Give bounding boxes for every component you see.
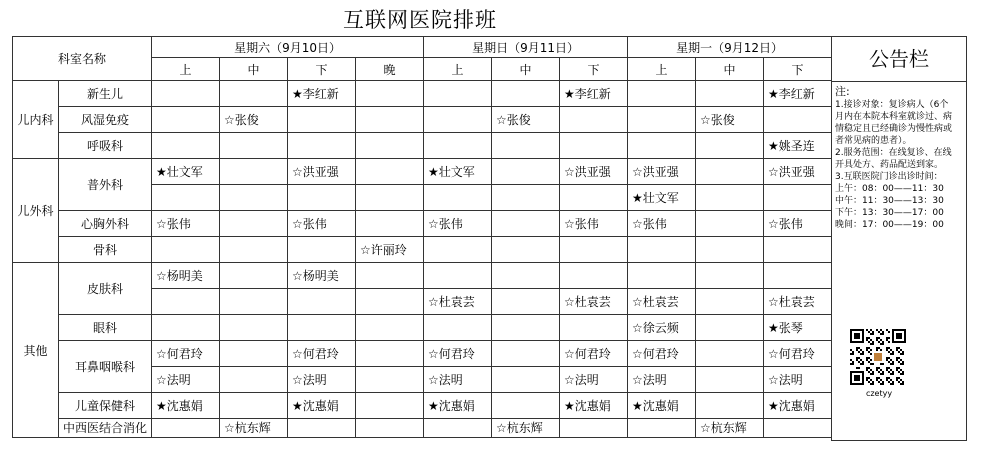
schedule-cell <box>356 159 424 185</box>
table-row <box>13 159 832 185</box>
schedule-cell <box>560 133 628 159</box>
schedule-cell: ☆张伟 <box>628 211 696 237</box>
schedule-cell <box>764 419 832 438</box>
notice-line: 1.接诊对象：复诊病人（6个 <box>835 100 949 110</box>
notice-body <box>832 82 966 231</box>
schedule-cell <box>424 237 492 263</box>
schedule-cell <box>220 289 288 315</box>
table-row <box>13 263 832 289</box>
schedule-cell <box>220 393 288 419</box>
schedule-cell <box>220 81 288 107</box>
schedule-cell: ★姚圣连 <box>764 133 832 159</box>
schedule-cell <box>696 159 764 185</box>
qr-code-icon <box>850 329 906 385</box>
dept-cell: 儿童保健科 <box>59 393 152 419</box>
schedule-cell <box>628 107 696 133</box>
schedule-cell <box>288 289 356 315</box>
schedule-cell <box>628 237 696 263</box>
slot-header: 中 <box>696 58 764 81</box>
notice-board <box>831 36 967 441</box>
group-cell: 其他 <box>13 263 59 438</box>
schedule-cell: ☆张俊 <box>492 107 560 133</box>
schedule-cell: ☆法明 <box>560 367 628 393</box>
schedule-cell <box>696 393 764 419</box>
schedule-cell <box>356 185 424 211</box>
qr-label: czetyy <box>865 389 893 398</box>
schedule-cell <box>220 133 288 159</box>
schedule-cell: ☆许丽玲 <box>356 237 424 263</box>
notice-line: 下午：13：30——17：00 <box>835 208 944 218</box>
schedule-cell <box>152 185 220 211</box>
schedule-cell: ★沈惠娟 <box>152 393 220 419</box>
schedule-cell <box>696 263 764 289</box>
slot-header: 下 <box>560 58 628 81</box>
schedule-cell: ☆何君玲 <box>764 341 832 367</box>
schedule-cell <box>492 289 560 315</box>
day-header: 星期六（9月10日） <box>152 37 424 58</box>
schedule-cell <box>492 263 560 289</box>
schedule-cell <box>696 289 764 315</box>
schedule-cell: ☆张伟 <box>288 211 356 237</box>
schedule-cell <box>696 341 764 367</box>
table-row <box>13 81 832 107</box>
schedule-cell <box>424 419 492 438</box>
schedule-cell <box>492 341 560 367</box>
schedule-cell <box>356 211 424 237</box>
schedule-cell <box>220 315 288 341</box>
schedule-cell: ★沈惠娟 <box>560 393 628 419</box>
schedule-cell <box>356 419 424 438</box>
schedule-cell <box>424 107 492 133</box>
schedule-cell <box>696 237 764 263</box>
schedule-cell <box>356 367 424 393</box>
schedule-cell <box>696 315 764 341</box>
schedule-cell <box>356 133 424 159</box>
schedule-cell: ☆张俊 <box>220 107 288 133</box>
dept-cell: 耳鼻咽喉科 <box>59 341 152 393</box>
schedule-cell: ☆洪亚强 <box>560 159 628 185</box>
notice-line: 2.服务范围：在线复诊、在线 <box>835 148 952 158</box>
group-cell: 儿内科 <box>13 81 59 159</box>
schedule-cell: ☆杜袁芸 <box>424 289 492 315</box>
schedule-cell <box>220 263 288 289</box>
schedule-cell: ★沈惠娟 <box>628 393 696 419</box>
schedule-cell <box>220 185 288 211</box>
schedule-cell <box>492 367 560 393</box>
schedule-cell: ☆法明 <box>424 367 492 393</box>
schedule-cell <box>152 419 220 438</box>
dept-cell: 中西医结合消化 <box>59 419 152 438</box>
notice-line: 情稳定且已经确诊为慢性病或 <box>835 124 953 134</box>
schedule-cell <box>424 185 492 211</box>
schedule-cell <box>424 81 492 107</box>
schedule-cell <box>356 263 424 289</box>
dept-cell: 呼吸科 <box>59 133 152 159</box>
schedule-cell: ☆杜袁芸 <box>764 289 832 315</box>
dept-cell: 风湿免疫 <box>59 107 152 133</box>
schedule-cell: ★壮文军 <box>152 159 220 185</box>
schedule-cell <box>356 393 424 419</box>
schedule-cell <box>152 237 220 263</box>
schedule-cell <box>356 81 424 107</box>
schedule-cell: ☆法明 <box>628 367 696 393</box>
schedule-cell <box>220 341 288 367</box>
day-header: 星期一（9月12日） <box>628 37 832 58</box>
slot-header: 中 <box>220 58 288 81</box>
schedule-cell: ★壮文军 <box>424 159 492 185</box>
schedule-cell <box>492 315 560 341</box>
table-row <box>13 341 832 367</box>
schedule-cell <box>628 81 696 107</box>
table-row <box>13 393 832 419</box>
schedule-cell: ★李红新 <box>560 81 628 107</box>
notice-line: 者常见病的患者）。 <box>835 136 912 146</box>
schedule-cell: ☆何君玲 <box>152 341 220 367</box>
schedule-cell: ☆法明 <box>288 367 356 393</box>
schedule-cell <box>492 81 560 107</box>
schedule-cell <box>356 289 424 315</box>
schedule-cell: ☆何君玲 <box>628 341 696 367</box>
group-cell: 儿外科 <box>13 159 59 263</box>
schedule-cell: ☆何君玲 <box>288 341 356 367</box>
dept-cell: 新生儿 <box>59 81 152 107</box>
table-row <box>13 419 832 438</box>
dept-cell: 普外科 <box>59 159 152 211</box>
schedule-cell <box>220 211 288 237</box>
schedule-cell: ☆张伟 <box>152 211 220 237</box>
schedule-cell <box>220 237 288 263</box>
schedule-cell: ☆张俊 <box>696 107 764 133</box>
schedule-cell: ☆洪亚强 <box>628 159 696 185</box>
schedule-cell <box>288 133 356 159</box>
schedule-cell: ☆法明 <box>764 367 832 393</box>
schedule-cell <box>220 159 288 185</box>
notice-line: 上午：08：00——11：30 <box>835 184 944 194</box>
table-row <box>13 107 832 133</box>
notice-line: 开具处方、药品配送到家。 <box>835 160 944 170</box>
schedule-cell: ★李红新 <box>288 81 356 107</box>
notice-title: 公告栏 <box>832 37 966 82</box>
dept-cell: 心胸外科 <box>59 211 152 237</box>
schedule-cell: ☆杭东辉 <box>696 419 764 438</box>
schedule-cell: ☆杨明美 <box>288 263 356 289</box>
schedule-cell: ☆杭东辉 <box>492 419 560 438</box>
schedule-cell <box>356 315 424 341</box>
schedule-cell <box>696 185 764 211</box>
schedule-cell <box>628 419 696 438</box>
schedule-cell <box>560 419 628 438</box>
schedule-cell <box>696 211 764 237</box>
slot-header: 下 <box>288 58 356 81</box>
slot-header: 上 <box>628 58 696 81</box>
notice-line: 3.互联医院门诊出诊时间： <box>835 172 943 182</box>
notice-line: 晚间：17：00——19：00 <box>835 220 944 230</box>
schedule-cell <box>764 107 832 133</box>
schedule-cell <box>288 185 356 211</box>
schedule-cell: ☆法明 <box>152 367 220 393</box>
schedule-cell <box>492 237 560 263</box>
schedule-cell <box>764 263 832 289</box>
slot-header: 上 <box>424 58 492 81</box>
schedule-cell <box>424 315 492 341</box>
dept-cell: 骨科 <box>59 237 152 263</box>
page-title: 互联网医院排班 <box>343 8 497 32</box>
schedule-cell <box>152 315 220 341</box>
schedule-cell <box>560 185 628 211</box>
schedule-cell: ☆张伟 <box>424 211 492 237</box>
schedule-cell <box>492 133 560 159</box>
schedule-cell <box>492 159 560 185</box>
schedule-cell: ☆杜袁芸 <box>560 289 628 315</box>
schedule-cell <box>492 211 560 237</box>
schedule-cell: ☆张伟 <box>764 211 832 237</box>
schedule-cell: ★沈惠娟 <box>424 393 492 419</box>
dept-header: 科室名称 <box>13 37 152 81</box>
table-row <box>13 237 832 263</box>
schedule-cell <box>560 315 628 341</box>
schedule-cell <box>492 185 560 211</box>
notice-line: 中午：11：30——13：30 <box>835 196 944 206</box>
schedule-cell <box>152 81 220 107</box>
slot-header: 上 <box>152 58 220 81</box>
schedule-cell <box>560 107 628 133</box>
notice-line: 月内在本院本科室就诊过、病 <box>835 112 953 122</box>
schedule-cell <box>764 185 832 211</box>
dept-cell: 皮肤科 <box>59 263 152 315</box>
schedule-cell <box>152 133 220 159</box>
schedule-cell <box>492 393 560 419</box>
schedule-cell: ☆洪亚强 <box>764 159 832 185</box>
schedule-cell <box>356 107 424 133</box>
schedule-cell <box>152 289 220 315</box>
schedule-cell <box>220 367 288 393</box>
schedule-cell: ☆徐云频 <box>628 315 696 341</box>
schedule-cell <box>288 419 356 438</box>
schedule-cell <box>288 315 356 341</box>
schedule-cell <box>628 133 696 159</box>
schedule-cell <box>764 237 832 263</box>
dept-cell: 眼科 <box>59 315 152 341</box>
schedule-cell <box>424 133 492 159</box>
schedule-cell: ☆杭东辉 <box>220 419 288 438</box>
schedule-table <box>12 36 832 438</box>
schedule-cell <box>356 341 424 367</box>
schedule-cell <box>288 107 356 133</box>
table-row <box>13 315 832 341</box>
schedule-cell: ★沈惠娟 <box>764 393 832 419</box>
schedule-cell <box>152 107 220 133</box>
schedule-cell <box>424 263 492 289</box>
schedule-cell <box>696 81 764 107</box>
schedule-cell: ★李红新 <box>764 81 832 107</box>
schedule-cell <box>288 237 356 263</box>
slot-header: 下 <box>764 58 832 81</box>
schedule-cell: ☆何君玲 <box>424 341 492 367</box>
schedule-cell: ★壮文军 <box>628 185 696 211</box>
schedule-cell: ☆杜袁芸 <box>628 289 696 315</box>
day-header: 星期日（9月11日） <box>424 37 628 58</box>
schedule-cell: ☆张伟 <box>560 211 628 237</box>
schedule-cell <box>560 263 628 289</box>
schedule-cell: ★沈惠娟 <box>288 393 356 419</box>
schedule-cell <box>696 367 764 393</box>
schedule-cell: ☆何君玲 <box>560 341 628 367</box>
table-row <box>13 133 832 159</box>
schedule-cell <box>560 237 628 263</box>
schedule-cell: ★张琴 <box>764 315 832 341</box>
schedule-cell <box>628 263 696 289</box>
schedule-cell: ☆洪亚强 <box>288 159 356 185</box>
schedule-cell: ☆杨明美 <box>152 263 220 289</box>
slot-header: 中 <box>492 58 560 81</box>
slot-header: 晚 <box>356 58 424 81</box>
schedule-cell <box>696 133 764 159</box>
notice-heading: 注: <box>835 85 850 98</box>
table-row <box>13 211 832 237</box>
